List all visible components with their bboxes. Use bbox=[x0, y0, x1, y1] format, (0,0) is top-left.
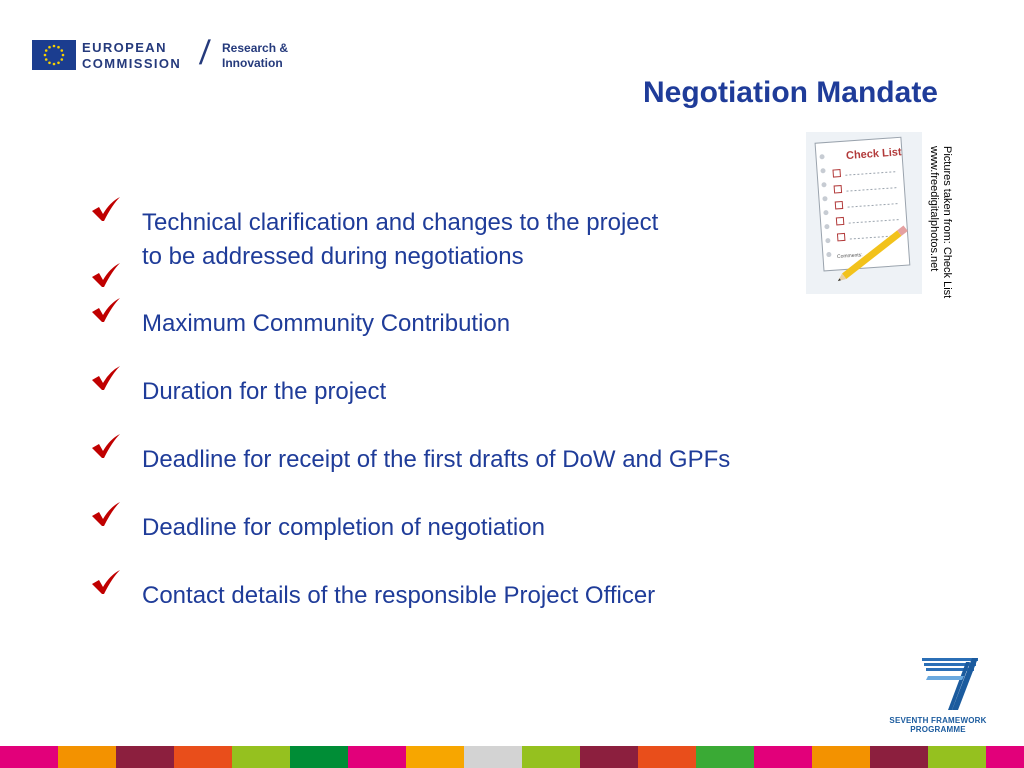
fp7-seven-icon bbox=[884, 652, 992, 716]
bullet-text-line1: Deadline for completion of negotiation bbox=[142, 514, 545, 541]
checklist-picture bbox=[806, 132, 922, 294]
bullet-text bbox=[142, 579, 655, 613]
bullet-text-line1: Technical clarification and changes to the project bbox=[142, 209, 659, 236]
slide-title: Negotiation Mandate bbox=[642, 76, 938, 109]
strip-segment bbox=[928, 746, 986, 768]
bullet-text-line1: Deadline for receipt of the first drafts of DoW and GPFs bbox=[142, 446, 731, 473]
strip-segment bbox=[986, 746, 1024, 768]
bullet-text-line1: Contact details of the responsible Project Officer bbox=[142, 582, 656, 609]
strip-segment bbox=[290, 746, 348, 768]
bullet-text-line1: Duration for the project bbox=[142, 378, 387, 405]
strip-segment bbox=[812, 746, 870, 768]
image-credit-line2: www.freedigitalphotos.net bbox=[928, 146, 940, 272]
bullet-text bbox=[142, 443, 730, 477]
decorative-color-strip bbox=[0, 746, 1024, 768]
checklist-illustration bbox=[806, 132, 922, 294]
dg-name-line2: Innovation bbox=[222, 56, 283, 70]
fp7-logo bbox=[884, 652, 992, 742]
ec-logo-slash: / bbox=[198, 34, 212, 72]
bullet-text bbox=[142, 307, 510, 341]
strip-segment bbox=[870, 746, 928, 768]
checkmark-icon bbox=[90, 297, 122, 325]
image-credit bbox=[927, 146, 953, 298]
checkmark-icon bbox=[90, 569, 122, 597]
dg-name-line1: Research & bbox=[222, 41, 289, 55]
ec-name bbox=[82, 40, 181, 72]
european-commission-logo bbox=[32, 34, 289, 76]
ec-name-line2: COMMISSION bbox=[82, 56, 182, 71]
strip-segment bbox=[580, 746, 638, 768]
checklist-heading: Check List bbox=[845, 146, 902, 163]
strip-segment bbox=[638, 746, 696, 768]
bullet-text bbox=[142, 206, 658, 274]
bullet-text bbox=[142, 511, 545, 545]
checkmark-icon bbox=[90, 196, 122, 224]
strip-segment bbox=[464, 746, 522, 768]
strip-segment bbox=[406, 746, 464, 768]
fp7-label bbox=[884, 716, 992, 734]
checkmark-icon bbox=[90, 365, 122, 393]
strip-segment bbox=[696, 746, 754, 768]
bullet-text-line1: Maximum Community Contribution bbox=[142, 310, 511, 337]
fp7-label-line1: SEVENTH FRAMEWORK bbox=[889, 716, 987, 725]
strip-segment bbox=[348, 746, 406, 768]
strip-segment bbox=[522, 746, 580, 768]
checklist-comments: Comments: bbox=[836, 252, 863, 260]
checkmark-icon bbox=[90, 433, 122, 461]
strip-segment bbox=[232, 746, 290, 768]
ec-name-line1: EUROPEAN bbox=[82, 40, 167, 55]
strip-segment bbox=[754, 746, 812, 768]
strip-segment bbox=[116, 746, 174, 768]
bullet-text bbox=[142, 375, 386, 409]
strip-segment bbox=[0, 746, 58, 768]
image-credit-line1: Pictures taken from: Check List bbox=[941, 146, 953, 299]
eu-flag-icon bbox=[32, 40, 76, 70]
checkmark-icon bbox=[90, 501, 122, 529]
bullet-text-line2: to be addressed during negotiations bbox=[142, 243, 524, 270]
strip-segment bbox=[174, 746, 232, 768]
dg-name bbox=[222, 41, 288, 71]
checkmark-icon bbox=[90, 262, 122, 290]
strip-segment bbox=[58, 746, 116, 768]
fp7-label-line2: PROGRAMME bbox=[910, 725, 966, 734]
